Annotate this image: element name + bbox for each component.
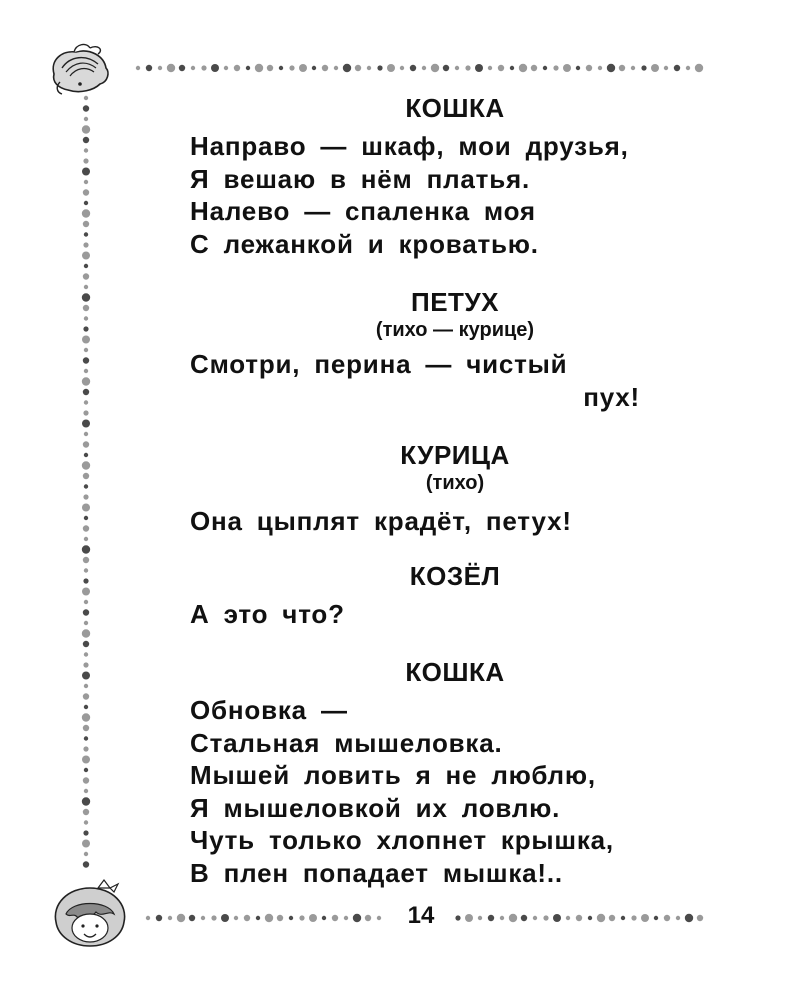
border-dot	[83, 105, 89, 111]
border-dot	[82, 756, 90, 764]
border-dot	[365, 915, 371, 921]
dialogue-block	[190, 560, 750, 631]
border-dot	[82, 713, 90, 721]
border-dot	[191, 66, 195, 70]
border-dot	[588, 916, 592, 920]
border-dot	[83, 473, 89, 479]
border-dot	[488, 915, 494, 921]
verse-line: Обновка —	[190, 695, 348, 725]
border-dot	[179, 65, 185, 71]
border-dot	[84, 789, 88, 793]
verse-line: Направо — шкаф, мои друзья,	[190, 131, 629, 161]
border-dot	[84, 484, 88, 488]
verse-line: Стальная мышеловка.	[190, 727, 503, 758]
border-dot	[566, 916, 570, 920]
verse-line: Смотри, перина — чистый	[190, 349, 568, 379]
border-dot	[82, 168, 90, 176]
border-dot	[312, 66, 316, 70]
speaker-name: ПЕТУХ	[411, 287, 499, 317]
border-dot	[84, 117, 88, 121]
border-dot	[84, 96, 88, 100]
border-dot	[234, 916, 238, 920]
border-dot	[234, 65, 240, 71]
border-dot	[84, 369, 88, 373]
border-dot	[597, 914, 605, 922]
border-dot	[224, 66, 228, 70]
border-dot	[84, 684, 88, 688]
border-dot	[83, 273, 89, 279]
border-dot	[83, 357, 89, 363]
border-dot	[201, 916, 205, 920]
dialogue-block	[190, 92, 750, 260]
border-dot	[654, 916, 658, 920]
border-dot	[83, 242, 88, 247]
border-dot	[84, 621, 88, 625]
border-dot	[84, 516, 88, 520]
border-dot	[332, 915, 338, 921]
border-dot	[475, 64, 483, 72]
border-dot	[84, 432, 88, 436]
border-dot	[619, 65, 625, 71]
border-dot	[84, 453, 88, 457]
border-dot	[84, 285, 88, 289]
border-dot	[83, 861, 89, 867]
verse-line: Она цыплят крадёт, петух!	[190, 506, 572, 536]
border-dot	[84, 201, 88, 205]
border-dot	[289, 65, 294, 70]
border-dot	[83, 525, 89, 531]
border-dot	[84, 600, 88, 604]
border-dot	[299, 915, 304, 920]
border-dot	[299, 64, 307, 72]
border-dot	[400, 66, 404, 70]
border-dot	[521, 915, 527, 921]
border-dot	[84, 400, 88, 404]
dialogue-block	[190, 656, 750, 889]
border-dot	[576, 66, 580, 70]
border-dot	[279, 66, 283, 70]
border-dot	[455, 915, 460, 920]
border-dot	[201, 65, 206, 70]
border-dot	[82, 377, 90, 385]
border-dot	[586, 65, 592, 71]
border-dot	[83, 609, 89, 615]
border-dot	[83, 389, 89, 395]
border-dot	[488, 66, 492, 70]
border-dot	[353, 914, 361, 922]
border-dot	[576, 915, 582, 921]
border-dot	[695, 64, 703, 72]
border-dot	[84, 652, 88, 656]
border-dot	[83, 441, 89, 447]
border-dot	[177, 914, 185, 922]
dialogue-block	[190, 286, 750, 413]
border-dot	[685, 914, 693, 922]
border-dot	[478, 916, 482, 920]
border-dot	[82, 125, 90, 133]
border-dot	[83, 158, 88, 163]
border-dot	[84, 348, 88, 352]
border-dot	[146, 65, 152, 71]
border-dot	[686, 66, 690, 70]
border-dot	[598, 66, 602, 70]
border-dot	[168, 916, 172, 920]
border-dot	[211, 915, 216, 920]
border-dot	[83, 746, 88, 751]
border-dot	[607, 64, 615, 72]
border-dot	[422, 66, 426, 70]
border-dot	[83, 557, 89, 563]
border-dot	[83, 830, 88, 835]
poem-content	[190, 92, 750, 908]
stage-direction: (тихо)	[425, 472, 485, 494]
border-dot	[83, 693, 89, 699]
border-dot	[367, 66, 371, 70]
border-dot	[84, 264, 88, 268]
border-dot	[82, 420, 90, 428]
border-dot	[82, 504, 90, 512]
border-dot	[334, 66, 338, 70]
dialogue-block	[190, 439, 750, 538]
border-dot	[83, 809, 89, 815]
border-dot	[509, 914, 517, 922]
border-dot	[267, 65, 273, 71]
border-dot	[255, 64, 263, 72]
border-dot	[641, 914, 649, 922]
border-dot	[83, 305, 89, 311]
border-dot	[158, 66, 162, 70]
border-dot	[84, 820, 88, 824]
border-dot	[431, 64, 439, 72]
stage-direction: (тихо — курице)	[375, 319, 535, 341]
border-dot	[246, 66, 250, 70]
border-dot	[83, 189, 89, 195]
border-dot	[344, 916, 348, 920]
border-dot	[500, 916, 504, 920]
border-dot	[167, 64, 175, 72]
border-dot	[498, 65, 504, 71]
verse-line: Я мышеловкой их ловлю.	[190, 792, 561, 823]
border-dot	[82, 336, 90, 344]
border-dot	[82, 209, 90, 217]
border-dot	[244, 915, 250, 921]
border-dot	[84, 568, 88, 572]
border-dot	[82, 293, 90, 301]
border-dot	[83, 662, 88, 667]
border-dot	[84, 768, 88, 772]
speaker-name: КОШКА	[405, 93, 505, 123]
speaker-name: КУРИЦА	[400, 440, 510, 470]
border-dot	[533, 916, 537, 920]
border-dot	[83, 777, 89, 783]
border-dot	[664, 915, 670, 921]
border-dot	[553, 65, 558, 70]
verse-line: В плен попадает мышка!..	[190, 857, 563, 888]
border-dot	[543, 66, 547, 70]
border-dot	[510, 66, 514, 70]
border-dot	[553, 914, 561, 922]
verse-line: С лежанкой и кроватью.	[190, 228, 539, 259]
border-dot	[697, 915, 703, 921]
border-dot	[83, 410, 88, 415]
border-dot	[664, 66, 668, 70]
page-number: 14	[407, 902, 435, 929]
border-dot	[83, 326, 88, 331]
border-dot	[221, 914, 229, 922]
border-dot	[256, 916, 260, 920]
girl-face-icon	[55, 880, 124, 946]
border-dot	[82, 461, 90, 469]
border-dot	[84, 180, 88, 184]
border-dot	[519, 64, 527, 72]
border-dot	[83, 641, 89, 647]
speaker-name: КОЗЁЛ	[409, 560, 501, 591]
border-dot	[82, 840, 90, 848]
border-dot	[631, 66, 635, 70]
border-dot	[84, 852, 88, 856]
border-dot	[84, 736, 88, 740]
border-dot	[621, 916, 625, 920]
border-dot	[676, 916, 680, 920]
border-dot	[377, 916, 381, 920]
border-dot	[211, 64, 219, 72]
border-dot	[82, 797, 90, 805]
border-dot	[82, 588, 90, 596]
border-dot	[410, 65, 416, 71]
border-dot	[355, 65, 361, 71]
border-dot	[82, 545, 90, 553]
border-dot	[631, 915, 636, 920]
verse-line: Я вешаю в нём платья.	[190, 163, 530, 194]
border-dot	[265, 914, 273, 922]
border-dot	[543, 915, 548, 920]
speaker-name: КОШКА	[405, 657, 505, 687]
girl-face-icon	[53, 45, 108, 94]
border-dot	[84, 537, 88, 541]
border-dot	[531, 65, 537, 71]
border-dot	[84, 232, 88, 236]
border-dot	[563, 64, 571, 72]
border-dot	[322, 916, 326, 920]
border-dot	[609, 915, 615, 921]
border-dot	[377, 65, 382, 70]
border-dot	[83, 494, 88, 499]
border-dot	[455, 66, 459, 70]
border-dot	[443, 65, 449, 71]
border-dot	[84, 148, 88, 152]
border-dot	[465, 914, 473, 922]
border-dot	[641, 65, 646, 70]
border-dot	[84, 316, 88, 320]
verse-line: Мышей ловить я не люблю,	[190, 760, 596, 790]
border-dot	[83, 578, 88, 583]
border-dot	[84, 705, 88, 709]
border-dot	[83, 221, 89, 227]
border-dot	[146, 916, 150, 920]
border-dot	[309, 914, 317, 922]
border-dot	[343, 64, 351, 72]
top-dotted-border	[136, 64, 703, 72]
border-dot	[156, 915, 162, 921]
border-dot	[83, 725, 89, 731]
border-dot	[82, 672, 90, 680]
verse-line: А это что?	[190, 598, 345, 629]
border-dot	[277, 915, 283, 921]
verse-line: пух!	[583, 381, 640, 412]
border-dot	[289, 916, 293, 920]
left-dotted-border	[82, 96, 90, 868]
verse-line: Налево — спаленка моя	[190, 196, 536, 226]
border-dot	[83, 137, 89, 143]
border-dot	[651, 64, 659, 72]
border-dot	[136, 66, 140, 70]
border-dot	[322, 65, 328, 71]
border-dot	[82, 252, 90, 260]
border-dot	[189, 915, 195, 921]
border-dot	[387, 64, 395, 72]
border-dot	[82, 629, 90, 637]
verse-line: Чуть только хлопнет крышка,	[190, 825, 614, 855]
border-dot	[465, 65, 470, 70]
border-dot	[674, 65, 680, 71]
